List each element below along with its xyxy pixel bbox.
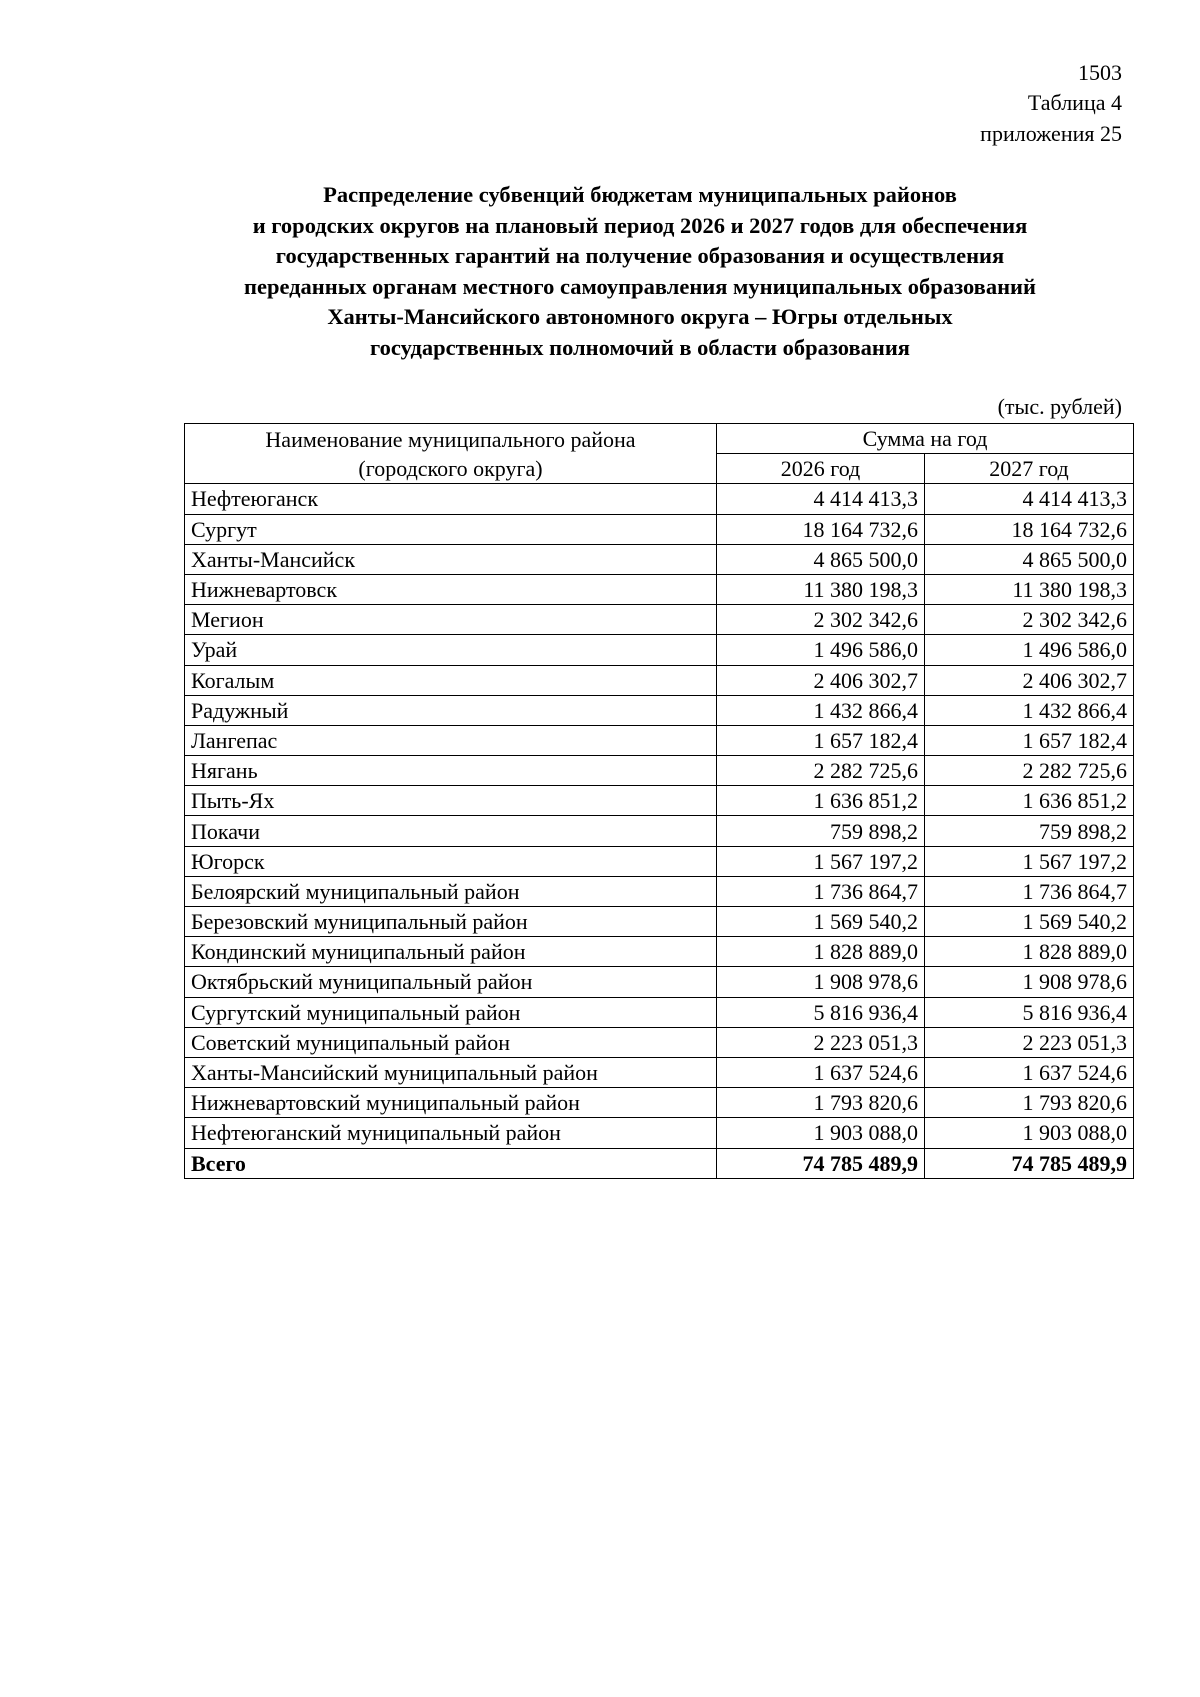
amount-2026: 1 432 866,4 bbox=[717, 695, 925, 725]
amount-2027: 2 302 342,6 bbox=[925, 605, 1134, 635]
municipality-name: Лангепас bbox=[185, 725, 717, 755]
total-2027: 74 785 489,9 bbox=[925, 1148, 1134, 1178]
municipality-name: Югорск bbox=[185, 846, 717, 876]
amount-2026: 1 908 978,6 bbox=[717, 967, 925, 997]
title-line: государственных полномочий в области образования bbox=[370, 334, 910, 360]
amount-2026: 1 637 524,6 bbox=[717, 1057, 925, 1087]
municipality-name: Урай bbox=[185, 635, 717, 665]
table-row bbox=[185, 997, 1134, 1027]
amount-2027: 5 816 936,4 bbox=[925, 997, 1134, 1027]
total-label: Всего bbox=[185, 1148, 717, 1178]
amount-2027: 1 636 851,2 bbox=[925, 786, 1134, 816]
table-row bbox=[185, 484, 1134, 514]
table-row bbox=[185, 695, 1134, 725]
amount-2027: 1 637 524,6 bbox=[925, 1057, 1134, 1087]
amount-2026: 2 406 302,7 bbox=[717, 665, 925, 695]
amount-2027: 1 828 889,0 bbox=[925, 937, 1134, 967]
units-note: (тыс. рублей) bbox=[997, 394, 1122, 419]
amount-2027: 1 432 866,4 bbox=[925, 695, 1134, 725]
table-row bbox=[185, 816, 1134, 846]
municipality-name: Нижневартовск bbox=[185, 574, 717, 604]
title-line: переданных органам местного самоуправления муниципальных образований bbox=[244, 273, 1036, 299]
municipality-name: Нижневартовский муниципальный район bbox=[185, 1088, 717, 1118]
amount-2027: 1 908 978,6 bbox=[925, 967, 1134, 997]
municipality-name: Березовский муниципальный район bbox=[185, 907, 717, 937]
amount-2027: 1 496 586,0 bbox=[925, 635, 1134, 665]
amount-2026: 1 828 889,0 bbox=[717, 937, 925, 967]
amount-2026: 4 414 413,3 bbox=[717, 484, 925, 514]
table-row bbox=[185, 544, 1134, 574]
amount-2026: 1 636 851,2 bbox=[717, 786, 925, 816]
amount-2026: 11 380 198,3 bbox=[717, 574, 925, 604]
amount-2026: 1 567 197,2 bbox=[717, 846, 925, 876]
amount-2027: 2 282 725,6 bbox=[925, 756, 1134, 786]
title-line: государственных гарантий на получение образования и осуществления bbox=[275, 243, 1005, 269]
municipality-name: Радужный bbox=[185, 695, 717, 725]
table-row bbox=[185, 1088, 1134, 1118]
amount-2026: 1 793 820,6 bbox=[717, 1088, 925, 1118]
table-row bbox=[185, 635, 1134, 665]
table-row bbox=[185, 725, 1134, 755]
table-row bbox=[185, 574, 1134, 604]
municipality-name: Кондинский муниципальный район bbox=[185, 937, 717, 967]
amount-2027: 2 223 051,3 bbox=[925, 1027, 1134, 1057]
municipality-name: Нягань bbox=[185, 756, 717, 786]
table-row bbox=[185, 846, 1134, 876]
amount-2026: 2 223 051,3 bbox=[717, 1027, 925, 1057]
municipality-name: Ханты-Мансийск bbox=[185, 544, 717, 574]
amount-2026: 18 164 732,6 bbox=[717, 514, 925, 544]
amount-2027: 1 569 540,2 bbox=[925, 907, 1134, 937]
municipality-name: Ханты-Мансийский муниципальный район bbox=[185, 1057, 717, 1087]
municipality-name: Покачи bbox=[185, 816, 717, 846]
municipality-name: Нефтеюганск bbox=[185, 484, 717, 514]
municipality-name: Когалым bbox=[185, 665, 717, 695]
appendix-reference: приложения 25 bbox=[980, 121, 1122, 146]
subvention-table bbox=[184, 423, 1134, 1179]
municipality-name: Пыть-Ях bbox=[185, 786, 717, 816]
table-reference: Таблица 4 bbox=[1027, 90, 1122, 115]
amount-2027: 1 793 820,6 bbox=[925, 1088, 1134, 1118]
title-line: Ханты-Мансийского автономного округа – Югры отдельных bbox=[327, 304, 953, 330]
title-line: Распределение субвенций бюджетам муниципальных районов bbox=[323, 182, 957, 207]
amount-2027: 2 406 302,7 bbox=[925, 665, 1134, 695]
municipality-name: Сургут bbox=[185, 514, 717, 544]
table-row bbox=[185, 967, 1134, 997]
table-row bbox=[185, 756, 1134, 786]
amount-2027: 1 736 864,7 bbox=[925, 876, 1134, 906]
amount-2027: 1 903 088,0 bbox=[925, 1118, 1134, 1148]
amount-2027: 1 567 197,2 bbox=[925, 846, 1134, 876]
table-row bbox=[185, 1118, 1134, 1148]
amount-2026: 759 898,2 bbox=[717, 816, 925, 846]
amount-2027: 759 898,2 bbox=[925, 816, 1134, 846]
table-row bbox=[185, 1057, 1134, 1087]
municipality-name: Нефтеюганский муниципальный район bbox=[185, 1118, 717, 1148]
total-2026: 74 785 489,9 bbox=[717, 1148, 925, 1178]
column-header-name bbox=[185, 424, 717, 484]
municipality-name: Советский муниципальный район bbox=[185, 1027, 717, 1057]
amount-2026: 1 736 864,7 bbox=[717, 876, 925, 906]
column-header-2027: 2027 год bbox=[925, 454, 1134, 484]
table-row bbox=[185, 907, 1134, 937]
page-number: 1503 bbox=[1078, 60, 1122, 85]
table-row bbox=[185, 786, 1134, 816]
amount-2026: 1 496 586,0 bbox=[717, 635, 925, 665]
table-row bbox=[185, 937, 1134, 967]
amount-2026: 1 903 088,0 bbox=[717, 1118, 925, 1148]
municipality-name: Мегион bbox=[185, 605, 717, 635]
amount-2026: 4 865 500,0 bbox=[717, 544, 925, 574]
amount-2026: 1 657 182,4 bbox=[717, 725, 925, 755]
amount-2026: 5 816 936,4 bbox=[717, 997, 925, 1027]
amount-2026: 2 302 342,6 bbox=[717, 605, 925, 635]
table-row bbox=[185, 876, 1134, 906]
column-header-sum: Сумма на год bbox=[717, 424, 1134, 454]
column-header-name-line2: (городского округа) bbox=[358, 455, 543, 481]
title-line: и городских округов на плановый период 2026 и 2027 годов для обеспечения bbox=[252, 212, 1028, 238]
municipality-name: Октябрьский муниципальный район bbox=[185, 967, 717, 997]
table-row bbox=[185, 1027, 1134, 1057]
amount-2027: 4 865 500,0 bbox=[925, 544, 1134, 574]
amount-2027: 4 414 413,3 bbox=[925, 484, 1134, 514]
column-header-2026: 2026 год bbox=[717, 454, 925, 484]
column-header-name-line1: Наименование муниципального района bbox=[265, 426, 636, 452]
table-row bbox=[185, 514, 1134, 544]
table-body bbox=[185, 484, 1134, 1178]
amount-2026: 1 569 540,2 bbox=[717, 907, 925, 937]
table-row bbox=[185, 605, 1134, 635]
amount-2027: 11 380 198,3 bbox=[925, 574, 1134, 604]
table-row bbox=[185, 665, 1134, 695]
total-row bbox=[185, 1148, 1134, 1178]
amount-2027: 1 657 182,4 bbox=[925, 725, 1134, 755]
amount-2027: 18 164 732,6 bbox=[925, 514, 1134, 544]
municipality-name: Белоярский муниципальный район bbox=[185, 876, 717, 906]
municipality-name: Сургутский муниципальный район bbox=[185, 997, 717, 1027]
amount-2026: 2 282 725,6 bbox=[717, 756, 925, 786]
document-title bbox=[150, 180, 1130, 364]
